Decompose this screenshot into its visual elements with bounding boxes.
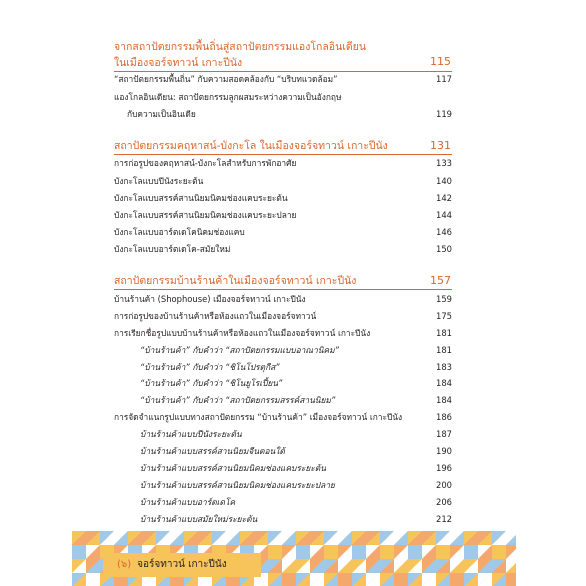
toc-entry[interactable]: การก่อรูปของคฤหาสน์-บังกะโลสำหรับการพักอาศัย 133 [114,158,452,168]
section-title-vernacular: จากสถาปัตยกรรมพื้นถิ่นสู่สถาปัตยกรรมแองโกลอินเดียน ในเมืองจอร์จทาวน์ เกาะปีนัง [114,41,367,69]
toc-entry[interactable]: บ้านร้านค้าแบบสรรค์สานนิยมนิคมช่องแคบระยะต้น 196 [140,463,452,473]
toc-entry[interactable]: บังกะโลแบบสรรค์สานนิยมนิคมช่องแคบระยะต้น 142 [114,193,452,203]
toc-entry[interactable]: บ้านร้านค้าแบบอาร์ตเดโค 206 [140,497,452,507]
toc-entry[interactable]: บังกะโลแบบอาร์ตเดโค-สมัยใหม่ 150 [114,244,452,254]
toc-entry[interactable]: บ้านร้านค้าแบบสรรค์สานนิยมนิคมช่องแคบระยะปลาย 200 [140,480,452,490]
footer-running-head [103,553,261,577]
toc-entry[interactable]: “บ้านร้านค้า” กับคำว่า “ชิโนโปรตุกีส” 183 [140,362,452,372]
section-page-shophouse: 157 [430,274,451,287]
toc-entry[interactable]: บังกะโลแบบอาร์ตเดโคนิคมช่องแคบ 146 [114,227,452,237]
page-folio: (๖) [117,559,132,570]
toc-entry[interactable]: บังกะโลแบบสรรค์สานนิยมนิคมช่องแคบระยะปลาย 144 [114,210,452,220]
section-page-bungalow: 131 [430,139,451,152]
toc-entry[interactable]: บ้านร้านค้า (Shophouse) เมืองจอร์จทาวน์ เกาะปีนัง 159 [114,294,452,304]
toc-entry[interactable]: บ้านร้านค้าแบบสรรค์สานนิยมจีนตอนใต้ 190 [140,446,452,456]
toc-entry[interactable]: “บ้านร้านค้า” กับคำว่า “สถาปัตยกรรมสรรค์สานนิยม” 184 [140,395,452,405]
toc-entry[interactable]: การก่อรูปของบ้านร้านค้าหรือห้องแถวในเมืองจอร์จทาวน์ 175 [114,311,452,321]
toc-entry[interactable]: “บ้านร้านค้า” กับคำว่า “ชิโนยูโรเปี้ยน” 184 [140,378,452,388]
section-rule [114,71,452,72]
toc-entry[interactable]: กับความเป็นอินเดีย 119 [127,109,452,119]
toc-entry[interactable]: การจัดจำแนกรูปแบบทางสถาปัตยกรรม “บ้านร้านค้า” เมืองจอร์จทาวน์ เกาะปีนัง 186 [114,412,452,422]
section-rule [114,154,452,155]
toc-entry[interactable]: บ้านร้านค้าแบบปีนังระยะต้น 187 [140,429,452,439]
toc-entry[interactable]: “บ้านร้านค้า” กับคำว่า “สถาปัตยกรรมแบบอาณานิคม” 181 [140,345,452,355]
toc-entry[interactable]: “สถาปัตยกรรมพื้นถิ่น” กับความสอดคล้องกับ “บริบทแวดล้อม” 117 [114,74,452,84]
section-title-shophouse: สถาปัตยกรรมบ้านร้านค้าในเมืองจอร์จทาวน์ เกาะปีนัง [114,275,357,287]
toc-entry[interactable]: แองโกลอินเดียน: สถาปัตยกรรมลูกผสมระหว่างความเป็นอังกฤษ [114,92,342,102]
section-title-bungalow: สถาปัตยกรรมคฤหาสน์-บังกะโล ในเมืองจอร์จทาวน์ เกาะปีนัง [114,140,388,152]
toc-entry[interactable]: บังกะโลแบบปีนังระยะต้น 140 [114,176,452,186]
running-title: จอร์จทาวน์ เกาะปีนัง [137,559,227,570]
section-page-vernacular: 115 [430,55,451,68]
toc-entry[interactable]: การเรียกชื่อรูปแบบบ้านร้านค้าหรือห้องแถวในเมืองจอร์จทาวน์ เกาะปีนัง 181 [114,328,452,338]
section-rule [114,289,452,290]
toc-entry[interactable]: บ้านร้านค้าแบบสมัยใหม่ระยะต้น 212 [140,514,452,524]
